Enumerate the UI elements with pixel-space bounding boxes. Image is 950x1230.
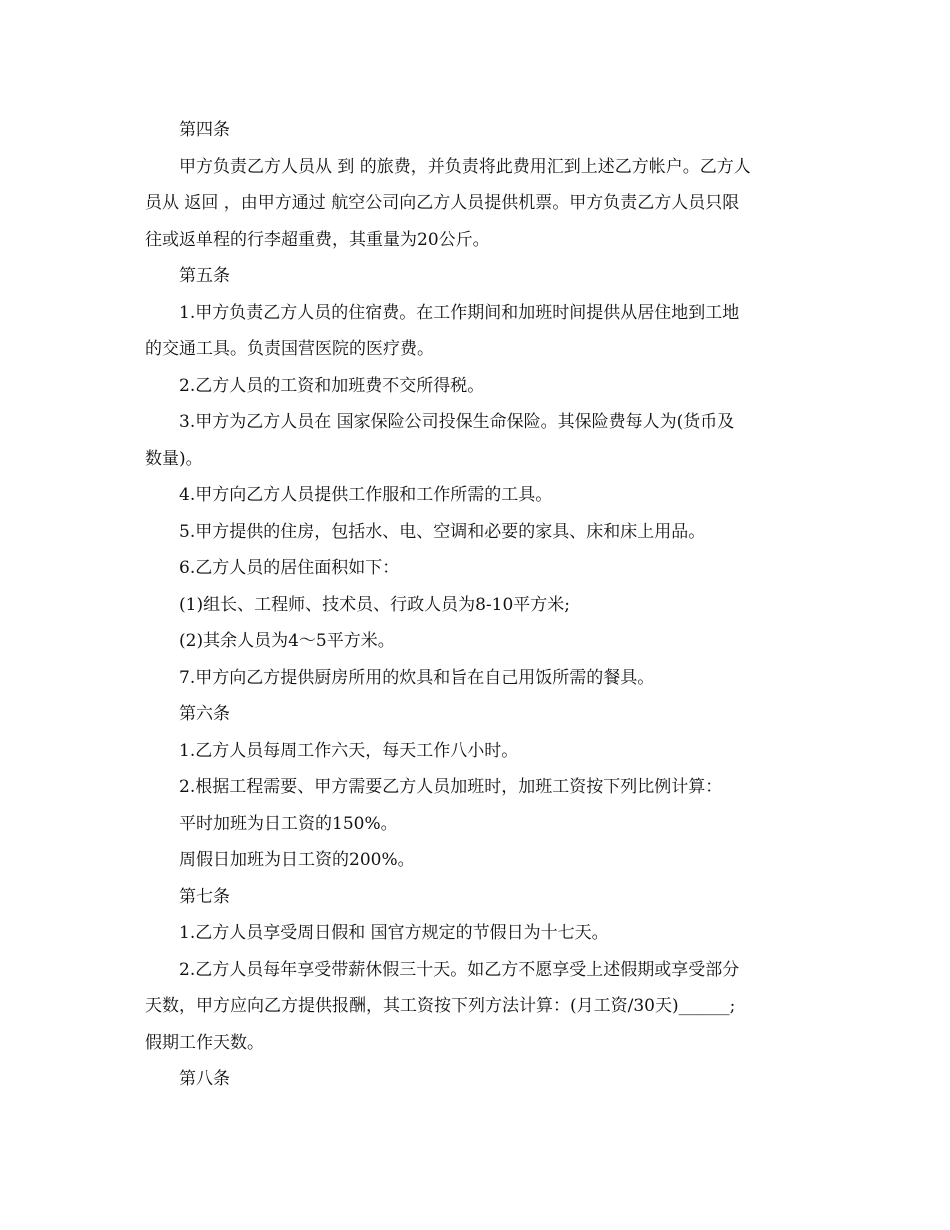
paragraph-line: 1.乙方人员每周工作六天，每天工作八小时。: [179, 740, 519, 761]
paragraph-line: 7.甲方向乙方提供厨房所用的炊具和旨在自己用饭所需的餐具。: [179, 667, 655, 688]
paragraph-line: 2.根据工程需要、甲方需要乙方人员加班时，加班工资按下列比例计算：: [179, 777, 723, 797]
paragraph-line: 的交通工具。负责国营医院的医疗费。: [145, 339, 434, 359]
paragraph-line: (2)其余人员为4～5平方米。: [179, 631, 395, 651]
paragraph-line: 数量)。: [145, 448, 203, 469]
paragraph-line: 周假日加班为日工资的200%。: [179, 850, 415, 870]
paragraph-line: 2.乙方人员的工资和加班费不交所得税。: [179, 375, 485, 396]
paragraph-line: 6.乙方人员的居住面积如下：: [179, 558, 400, 578]
paragraph-line: 1.乙方人员享受周日假和 国官方规定的节假日为十七天。: [179, 923, 609, 943]
paragraph-line: 4.甲方向乙方人员提供工作服和工作所需的工具。: [179, 485, 553, 505]
article-heading: 第四条: [179, 120, 230, 140]
paragraph-line: 假期工作天数。: [145, 1032, 264, 1053]
paragraph-line: 天数，甲方应向乙方提供报酬，其工资按下列方法计算：(月工资/30天)______;: [145, 996, 736, 1016]
paragraph-line: 5.甲方提供的住房，包括水、电、空调和必要的家具、床和床上用品。: [179, 521, 706, 542]
paragraph-line: 员从 返回 ，由甲方通过 航空公司向乙方人员提供机票。甲方负责乙方人员只限: [145, 193, 740, 213]
paragraph-line: 平时加班为日工资的150%。: [179, 813, 398, 834]
article-heading: 第五条: [179, 266, 230, 286]
paragraph-line: 3.甲方为乙方人员在 国家保险公司投保生命保险。其保险费每人为(货币及: [179, 412, 735, 432]
paragraph-line: 2.乙方人员每年享受带薪休假三十天。如乙方不愿享受上述假期或享受部分: [179, 959, 740, 980]
article-heading: 第六条: [179, 704, 230, 724]
article-heading: 第七条: [179, 886, 230, 907]
article-heading: 第八条: [179, 1069, 230, 1089]
paragraph-line: 往或返单程的行李超重费，其重量为20公斤。: [145, 229, 490, 250]
document-body: [145, 112, 807, 1098]
paragraph-line: (1)组长、工程师、技术员、行政人员为8-10平方米;: [179, 594, 570, 615]
paragraph-line: 甲方负责乙方人员从 到 的旅费，并负责将此费用汇到上述乙方帐户。乙方人: [179, 156, 751, 177]
paragraph-line: 1.甲方负责乙方人员的住宿费。在工作期间和加班时间提供从居住地到工地: [179, 302, 740, 323]
